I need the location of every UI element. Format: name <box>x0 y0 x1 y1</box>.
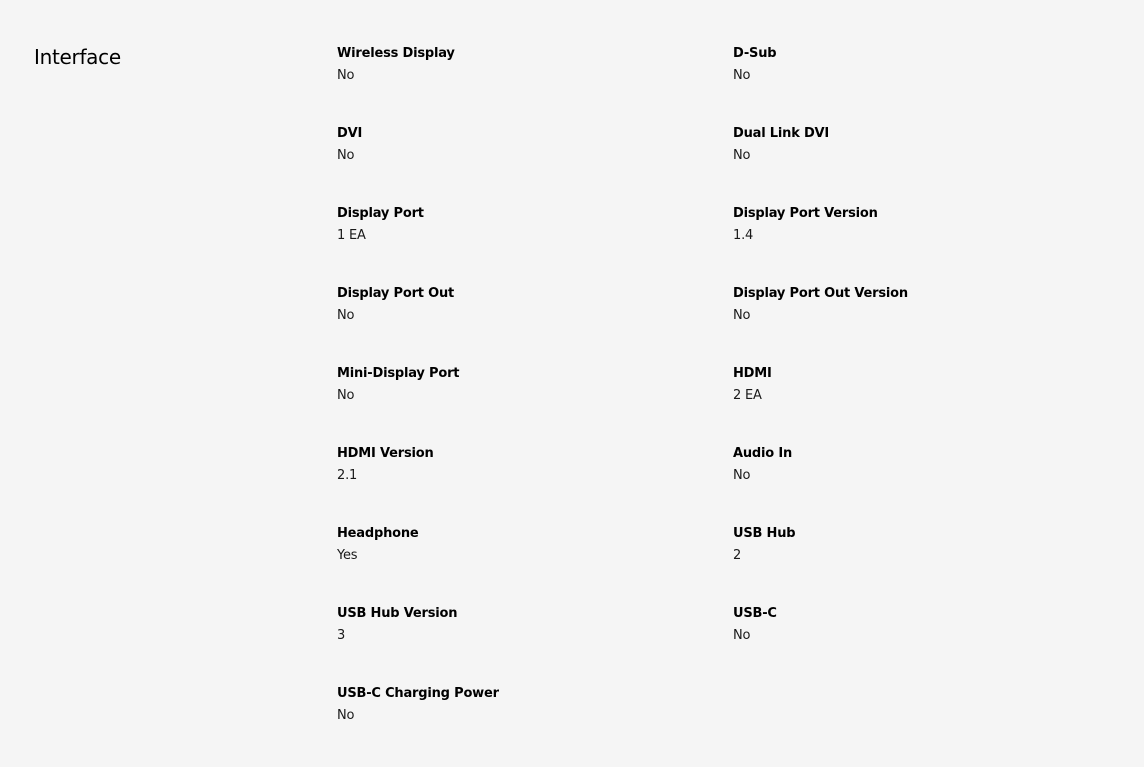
spec-label: USB Hub <box>733 526 796 541</box>
spec-label: HDMI Version <box>337 446 434 461</box>
spec-value: No <box>337 308 355 323</box>
spec-value: No <box>733 68 751 83</box>
spec-dual-link-dvi <box>733 125 1033 205</box>
spec-d-sub <box>733 45 1033 125</box>
spec-label: USB Hub Version <box>337 606 458 621</box>
spec-display-port-out <box>337 285 733 365</box>
spec-mini-display-port <box>337 365 733 445</box>
spec-label: Audio In <box>733 446 793 461</box>
spec-value: No <box>337 388 355 403</box>
spec-value: 1.4 <box>733 228 754 243</box>
spec-dvi <box>337 125 733 205</box>
spec-label: USB-C Charging Power <box>337 686 499 701</box>
spec-value: No <box>733 308 751 323</box>
spec-usb-hub-version <box>337 605 733 685</box>
spec-headphone <box>337 525 733 605</box>
spec-label: Headphone <box>337 526 419 541</box>
spec-value: 2 <box>733 548 742 563</box>
spec-display-port-version <box>733 205 1033 285</box>
spec-label: DVI <box>337 126 363 141</box>
spec-usb-c-charging-power <box>337 685 733 765</box>
spec-value: No <box>733 468 751 483</box>
spec-label: Mini-Display Port <box>337 366 460 381</box>
spec-value: 2.1 <box>337 468 358 483</box>
spec-label: USB-C <box>733 606 777 621</box>
spec-value: No <box>337 148 355 163</box>
spec-label: HDMI <box>733 366 772 381</box>
spec-label: D-Sub <box>733 46 777 61</box>
spec-audio-in <box>733 445 1033 525</box>
spec-display-port <box>337 205 733 285</box>
spec-value: 3 <box>337 628 346 643</box>
spec-usb-c <box>733 605 1033 685</box>
spec-usb-hub <box>733 525 1033 605</box>
spec-value: No <box>733 148 751 163</box>
spec-display-port-out-version <box>733 285 1033 365</box>
spec-wireless-display <box>337 45 733 125</box>
spec-label: Display Port <box>337 206 424 221</box>
spec-label: Display Port Version <box>733 206 878 221</box>
spec-label: Wireless Display <box>337 46 455 61</box>
section-title: Interface <box>34 45 121 69</box>
spec-label: Display Port Out Version <box>733 286 908 301</box>
spec-value: No <box>733 628 751 643</box>
spec-label: Dual Link DVI <box>733 126 830 141</box>
spec-value: No <box>337 708 355 723</box>
spec-value: No <box>337 68 355 83</box>
spec-value: 1 EA <box>337 228 366 243</box>
spec-hdmi-version <box>337 445 733 525</box>
spec-hdmi <box>733 365 1033 445</box>
spec-grid <box>337 45 1037 765</box>
spec-value: Yes <box>337 548 358 563</box>
spec-value: 2 EA <box>733 388 762 403</box>
spec-label: Display Port Out <box>337 286 455 301</box>
